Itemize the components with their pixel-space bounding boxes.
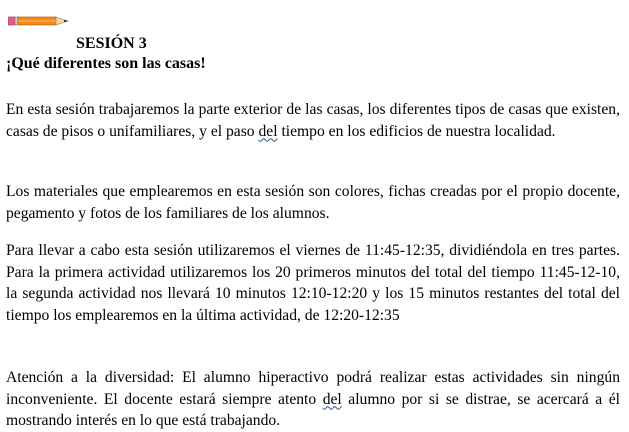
pencil-icon	[8, 14, 72, 28]
spellcheck-marked-word[interactable]: del	[258, 122, 278, 140]
paragraph-diversity-text-end: alumno por si se distrae, se acercará a él mostrando interés en lo que está trabajando.	[6, 390, 620, 430]
paragraph-intro-text-end: tiempo en los edificios de nuestra localidad.	[277, 122, 556, 140]
paragraph-diversity-text-start: Atención a la diversidad: El alumno hiperactivo podrá realizar estas actividades sin ningún inconveniente. El docente estará siempre atento	[6, 369, 620, 408]
session-heading	[6, 34, 620, 74]
paragraph-intro	[6, 99, 620, 142]
paragraph-materials: Los materiales que emplearemos en esta sesión son colores, fichas creadas por el propio docente, pegamento y fotos de los familiares de los alumnos.	[6, 183, 620, 222]
paragraph-schedule: Para llevar a cabo esta sesión utilizaremos el viernes de 11:45-12:35, dividiéndola en tres partes. Para la primera actividad utilizaremos los 20 primeros minutos del total del tiempo 11:45-12-10, la segunda actividad nos llevará 10 minutos 12:10-12:20 y los 15 minutos restantes del total del tiempo los emplearemos en la última actividad, de 12:20-12:35	[6, 242, 620, 324]
spellcheck-marked-word[interactable]: del	[322, 390, 342, 408]
session-subtitle: ¡Qué diferentes son las casas!	[6, 55, 206, 72]
paragraph-diversity	[6, 367, 620, 432]
session-title: SESIÓN 3	[76, 35, 147, 52]
paragraph-intro-text-start: En esta sesión trabajaremos la parte exterior de las casas, los diferentes tipos de casas que existen, casas de pisos o unifamiliares, y el paso	[6, 101, 620, 140]
